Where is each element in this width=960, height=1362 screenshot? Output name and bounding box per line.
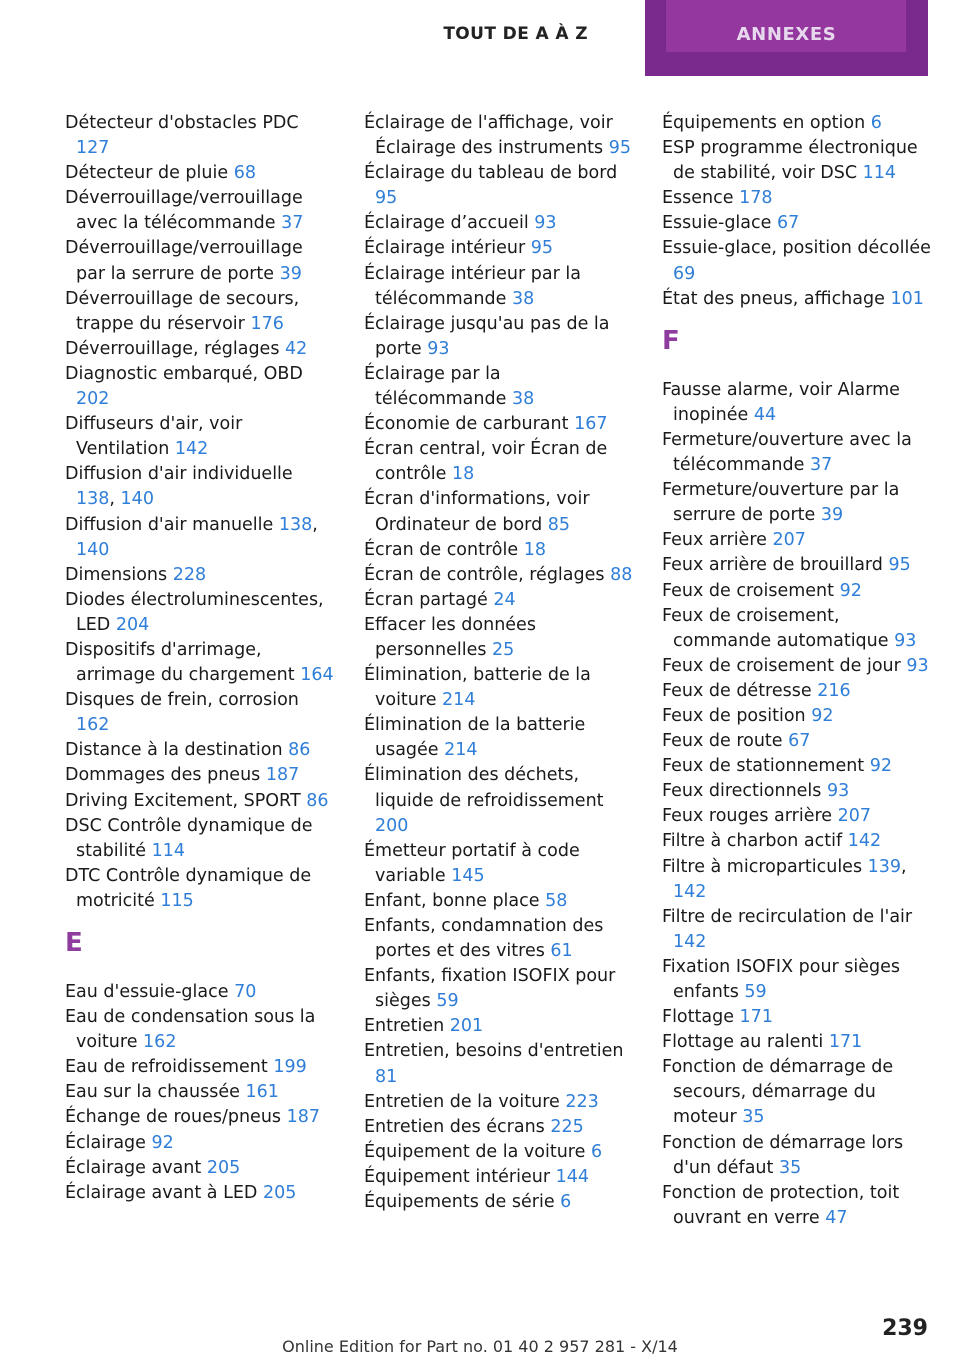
index-term: Déverrouillage de secours, trappe du réservoir bbox=[65, 288, 300, 334]
page-reference-link[interactable]: 167 bbox=[574, 414, 608, 435]
index-entry bbox=[364, 312, 634, 362]
page-reference-link[interactable]: 44 bbox=[753, 404, 777, 425]
index-entry bbox=[662, 378, 932, 428]
index-term: Éclairage avant bbox=[65, 1157, 202, 1178]
page-reference-link[interactable]: 92 bbox=[151, 1132, 174, 1153]
index-term: Diffuseurs d'air, voir Ventilation bbox=[65, 414, 243, 460]
index-term: Fonction de démarrage lors d'un défaut bbox=[662, 1132, 904, 1178]
index-term: Essence bbox=[662, 188, 734, 209]
index-entry bbox=[65, 864, 335, 914]
page-reference-link[interactable]: 187 bbox=[286, 1107, 321, 1128]
index-entry bbox=[662, 136, 932, 186]
index-entry bbox=[662, 729, 932, 754]
index-entry bbox=[65, 588, 335, 638]
page-reference-link[interactable]: 225 bbox=[550, 1116, 584, 1137]
page-reference-link[interactable]: 142 bbox=[673, 881, 707, 902]
index-term: Éclairage intérieur par la télécommande bbox=[364, 263, 581, 309]
index-entry bbox=[662, 779, 932, 804]
index-entry bbox=[662, 287, 932, 312]
page-reference-link[interactable]: 39 bbox=[279, 263, 302, 284]
page-reference-link[interactable]: 93 bbox=[906, 655, 929, 676]
page-reference-link[interactable]: 61 bbox=[550, 941, 573, 962]
page-reference-link[interactable]: 207 bbox=[772, 530, 806, 551]
page-reference-link[interactable]: 37 bbox=[809, 455, 833, 476]
page-reference-link[interactable]: 95 bbox=[375, 188, 398, 209]
index-entry bbox=[662, 1181, 932, 1231]
index-column-2 bbox=[364, 111, 634, 1215]
index-entry bbox=[662, 1055, 932, 1130]
index-entry bbox=[65, 1055, 335, 1080]
index-entry bbox=[662, 829, 932, 854]
page-reference-link[interactable]: 69 bbox=[673, 263, 696, 284]
page-reference-link[interactable]: 39 bbox=[820, 505, 844, 526]
index-term: Feux rouges arrière bbox=[662, 806, 833, 827]
index-term: Eau d'essuie-glace bbox=[65, 982, 229, 1002]
index-entry: Filtre à microparticules 139, 142 bbox=[662, 856, 907, 902]
index-term: Feux de détresse bbox=[662, 680, 812, 701]
index-entry bbox=[662, 905, 932, 955]
index-term: Feux de route bbox=[662, 731, 783, 752]
index-term: Écran partagé bbox=[364, 589, 488, 610]
index-entry bbox=[662, 553, 932, 578]
index-entry bbox=[662, 236, 932, 286]
index-term: Écran de contrôle, réglages bbox=[364, 564, 605, 585]
index-entry bbox=[662, 1005, 932, 1030]
index-entry bbox=[662, 804, 932, 829]
page-reference-link[interactable]: 93 bbox=[827, 781, 850, 802]
index-entry bbox=[364, 1190, 634, 1215]
index-term: Enfants, condamnation des portes et des vitres bbox=[364, 916, 604, 962]
page-reference-link[interactable]: 6 bbox=[870, 113, 882, 133]
page-reference-link[interactable]: 142 bbox=[174, 439, 209, 460]
index-term: Diffusion d'air individuelle bbox=[65, 464, 293, 485]
page-reference-link[interactable]: 171 bbox=[828, 1032, 863, 1053]
index-term: Enfant, bonne place bbox=[364, 890, 540, 911]
index-entry bbox=[65, 287, 335, 337]
index-term: Distance à la destination bbox=[65, 740, 283, 761]
page-reference-link[interactable]: 228 bbox=[172, 564, 207, 585]
index-term: Éclairage intérieur bbox=[364, 238, 526, 259]
page-reference-link[interactable]: 92 bbox=[839, 580, 862, 601]
page-reference-link[interactable]: 214 bbox=[444, 740, 478, 761]
index-entry bbox=[364, 964, 634, 1014]
page-reference-link[interactable]: 214 bbox=[442, 690, 476, 711]
page-reference-link[interactable]: 145 bbox=[451, 865, 485, 886]
index-entry bbox=[364, 914, 634, 964]
index-entry bbox=[65, 763, 335, 788]
index-entry bbox=[65, 1181, 335, 1206]
index-entry bbox=[364, 563, 634, 588]
index-entry bbox=[662, 604, 932, 654]
page-reference-link[interactable]: 204 bbox=[115, 614, 150, 635]
page-reference-link[interactable]: 85 bbox=[547, 514, 571, 535]
index-term: Enfants, fixation ISOFIX pour sièges bbox=[364, 966, 616, 1012]
page-header bbox=[0, 0, 960, 78]
index-term: Essuie-glace bbox=[662, 213, 772, 234]
page-reference-link[interactable]: 38 bbox=[511, 389, 535, 410]
page-reference-link[interactable]: 140 bbox=[120, 489, 154, 510]
index-entry bbox=[662, 704, 932, 729]
page-reference-link[interactable]: 200 bbox=[375, 815, 409, 836]
page-reference-link[interactable]: 24 bbox=[493, 589, 516, 610]
page-reference-link[interactable]: 114 bbox=[862, 163, 897, 184]
index-entry bbox=[364, 588, 634, 613]
page-reference-link[interactable]: 140 bbox=[76, 539, 110, 560]
index-term: Diagnostic embarqué, OBD bbox=[65, 363, 303, 384]
page-reference-link[interactable]: 67 bbox=[777, 213, 800, 234]
index-entry bbox=[662, 186, 932, 211]
index-entry: Diffusion d'air individuelle 138, 140 bbox=[65, 464, 293, 510]
index-term: Détecteur de pluie bbox=[65, 163, 229, 184]
page-reference-link[interactable]: 162 bbox=[143, 1032, 177, 1053]
index-term: Équipements en option bbox=[662, 113, 866, 133]
page-reference-link[interactable]: 187 bbox=[265, 765, 300, 786]
index-term: Déverrouillage/verrouillage par la serrure de porte bbox=[65, 238, 303, 284]
index-term: Eau de refroidissement bbox=[65, 1057, 268, 1078]
page-reference-link[interactable]: 59 bbox=[436, 991, 459, 1012]
page-reference-link[interactable]: 88 bbox=[610, 564, 633, 585]
index-term: Essuie-glace, position décollée bbox=[662, 238, 931, 259]
index-term: Diffusion d'air manuelle bbox=[65, 514, 274, 535]
page-reference-link[interactable]: 95 bbox=[608, 138, 632, 159]
index-entry bbox=[364, 487, 634, 537]
index-entry bbox=[364, 889, 634, 914]
page-reference-link[interactable]: 93 bbox=[534, 213, 557, 234]
index-term: Feux de position bbox=[662, 705, 806, 726]
index-term: Éclairage d’accueil bbox=[364, 213, 529, 234]
page-reference-link[interactable]: 171 bbox=[739, 1007, 773, 1028]
page-reference-link[interactable]: 142 bbox=[847, 831, 882, 852]
page-reference-link[interactable]: 35 bbox=[742, 1107, 765, 1128]
page-reference-link[interactable]: 138 bbox=[278, 514, 313, 535]
index-term: Éclairage jusqu'au pas de la porte bbox=[364, 313, 610, 359]
index-entry bbox=[364, 1090, 634, 1115]
index-term: Détecteur d'obstacles PDC bbox=[65, 113, 299, 133]
page-reference-link[interactable]: 81 bbox=[375, 1066, 398, 1087]
index-entry bbox=[364, 111, 634, 161]
index-term: Fermeture/ouverture avec la télécommande bbox=[662, 429, 912, 476]
index-entry bbox=[364, 1165, 634, 1190]
index-entry: Diffusion d'air manuelle 138, 140 bbox=[65, 514, 318, 560]
index-term: Déverrouillage, réglages bbox=[65, 338, 280, 359]
page-reference-link[interactable]: 101 bbox=[890, 288, 924, 309]
index-entry bbox=[65, 1105, 335, 1130]
index-term: Écran d'informations, voir Ordinateur de bord bbox=[364, 489, 590, 535]
index-entry bbox=[65, 563, 335, 588]
page-reference-link[interactable]: 37 bbox=[281, 213, 304, 234]
index-term: Filtre à microparticules bbox=[662, 856, 863, 877]
index-term: Dimensions bbox=[65, 564, 168, 585]
page-reference-link[interactable]: 92 bbox=[869, 756, 893, 777]
index-column-3 bbox=[662, 111, 932, 1231]
index-term: DSC Contrôle dynamique de stabilité bbox=[65, 815, 313, 861]
index-term: Économie de carburant bbox=[364, 414, 569, 435]
index-term: Échange de roues/pneus bbox=[65, 1107, 282, 1128]
index-letter-heading: E bbox=[65, 928, 83, 958]
index-entry bbox=[364, 236, 634, 261]
index-term: Diodes électroluminescentes, LED bbox=[65, 589, 324, 635]
index-entry bbox=[662, 528, 932, 553]
index-entry bbox=[65, 337, 335, 362]
page-reference-link[interactable]: 127 bbox=[76, 138, 110, 159]
page-reference-link[interactable]: 93 bbox=[427, 338, 450, 359]
page-reference-link[interactable]: 205 bbox=[206, 1157, 241, 1178]
index-entry bbox=[364, 713, 634, 763]
index-entry bbox=[65, 1156, 335, 1181]
index-term: Écran de contrôle bbox=[364, 539, 519, 560]
page-reference-link[interactable]: 207 bbox=[837, 806, 872, 827]
index-column-1 bbox=[65, 111, 335, 1206]
index-entry bbox=[65, 161, 335, 186]
index-term: Feux arrière de brouillard bbox=[662, 555, 883, 576]
index-entry bbox=[364, 1014, 634, 1039]
index-term: Flottage bbox=[662, 1007, 734, 1028]
edition-footer: Online Edition for Part no. 01 40 2 957 281 - X/14 bbox=[282, 1337, 678, 1356]
index-entry bbox=[65, 789, 335, 814]
page-reference-link[interactable]: 92 bbox=[811, 705, 834, 726]
page-number: 239 bbox=[882, 1316, 928, 1341]
index-entry bbox=[65, 638, 335, 688]
page-reference-link[interactable]: 86 bbox=[288, 740, 311, 761]
index-entry bbox=[662, 654, 932, 679]
page-reference-link[interactable]: 142 bbox=[673, 931, 707, 952]
index-term: Éclairage avant à LED bbox=[65, 1182, 258, 1203]
index-term: Eau sur la chaussée bbox=[65, 1082, 240, 1103]
page-reference-link[interactable]: 202 bbox=[76, 389, 110, 410]
page-reference-link[interactable]: 95 bbox=[888, 555, 911, 576]
index-term: Feux de croisement, commande automatique bbox=[662, 605, 889, 651]
index-term: Feux de stationnement bbox=[662, 756, 865, 777]
page-reference-link[interactable]: 164 bbox=[300, 665, 334, 686]
index-term: Dispositifs d'arrimage, arrimage du chargement bbox=[65, 639, 295, 686]
index-entry bbox=[65, 236, 335, 286]
index-entry bbox=[364, 1039, 634, 1089]
page-reference-link[interactable]: 223 bbox=[565, 1091, 599, 1112]
index-entry bbox=[364, 613, 634, 663]
index-entry bbox=[364, 1115, 634, 1140]
index-term: Équipement intérieur bbox=[364, 1166, 551, 1187]
index-entry bbox=[65, 111, 335, 161]
chapter-tab-label: ANNEXES bbox=[736, 24, 837, 45]
index-term: Eau de condensation sous la voiture bbox=[65, 1007, 316, 1053]
page-reference-link[interactable]: 70 bbox=[234, 982, 257, 1002]
index-entry bbox=[364, 362, 634, 412]
index-entry bbox=[65, 412, 335, 462]
page-reference-link[interactable]: 18 bbox=[452, 464, 475, 485]
index-entry bbox=[364, 161, 634, 211]
index-entry bbox=[662, 1030, 932, 1055]
index-entry bbox=[364, 763, 634, 838]
page-reference-link[interactable]: 176 bbox=[250, 313, 284, 334]
index-term: Éclairage de l'affichage, voir Éclairage des instruments bbox=[364, 113, 613, 159]
page-reference-link[interactable]: 162 bbox=[76, 715, 110, 736]
page-reference-link[interactable]: 67 bbox=[788, 731, 811, 752]
chapter-tab[interactable] bbox=[645, 0, 928, 76]
index-entry bbox=[364, 412, 634, 437]
page-reference-link[interactable]: 115 bbox=[160, 890, 194, 911]
index-entry bbox=[65, 688, 335, 738]
index-term: Feux de croisement bbox=[662, 580, 834, 601]
index-term: DTC Contrôle dynamique de motricité bbox=[65, 865, 312, 911]
index-term: Fixation ISOFIX pour sièges enfants bbox=[662, 956, 901, 1002]
index-term: Équipement de la voiture bbox=[364, 1141, 586, 1162]
page-reference-link[interactable]: 95 bbox=[530, 238, 554, 259]
index-term: Feux directionnels bbox=[662, 781, 822, 802]
index-term: Effacer les données personnelles bbox=[364, 614, 536, 660]
page-reference-link[interactable]: 93 bbox=[894, 630, 917, 651]
index-entry bbox=[364, 1140, 634, 1165]
page-reference-link[interactable]: 42 bbox=[285, 338, 308, 359]
page-reference-link[interactable]: 216 bbox=[817, 680, 851, 701]
index-entry bbox=[364, 211, 634, 236]
index-letter-heading: F bbox=[662, 325, 680, 356]
index-term: Élimination des déchets, liquide de refroidissement bbox=[364, 765, 604, 811]
index-entry bbox=[662, 211, 932, 236]
page-reference-link[interactable]: 178 bbox=[739, 188, 773, 209]
index-term: Entretien, besoins d'entretien bbox=[364, 1041, 624, 1062]
index-entry bbox=[364, 538, 634, 563]
index-term: Éclairage par la télécommande bbox=[364, 363, 507, 410]
index-entry bbox=[65, 814, 335, 864]
page-reference-link[interactable]: 18 bbox=[523, 539, 546, 560]
index-term: Fermeture/ouverture par la serrure de porte bbox=[662, 480, 900, 526]
index-entry bbox=[662, 579, 932, 604]
index-term: ESP programme électronique de stabilité, voir DSC bbox=[662, 138, 918, 184]
index-entry bbox=[364, 437, 634, 487]
index-term: Driving Excitement, SPORT bbox=[65, 790, 301, 811]
page-reference-link[interactable]: 205 bbox=[262, 1182, 297, 1203]
page-reference-link[interactable]: 68 bbox=[233, 163, 256, 184]
index-entry bbox=[662, 478, 932, 528]
index-entry bbox=[65, 362, 335, 412]
page-reference-link[interactable]: 35 bbox=[778, 1157, 802, 1178]
index-term: Fausse alarme, voir Alarme inopinée bbox=[662, 379, 900, 425]
index-entry bbox=[662, 428, 932, 478]
index-term: Filtre à charbon actif bbox=[662, 831, 843, 852]
index-entry bbox=[65, 980, 335, 1005]
index-term: Dommages des pneus bbox=[65, 765, 261, 786]
section-title: TOUT DE A À Z bbox=[443, 24, 588, 44]
index-entry bbox=[364, 262, 634, 312]
index-term: Fonction de protection, toit ouvrant en verre bbox=[662, 1182, 900, 1228]
index-term: Déverrouillage/verrouillage avec la télécommande bbox=[65, 188, 303, 234]
page-reference-link[interactable]: 161 bbox=[245, 1082, 279, 1103]
index-term: Feux de croisement de jour bbox=[662, 655, 901, 676]
page-reference-link[interactable]: 139 bbox=[867, 856, 902, 877]
page-reference-link[interactable]: 25 bbox=[492, 639, 515, 660]
index-entry bbox=[662, 1131, 932, 1181]
index-term: Entretien de la voiture bbox=[364, 1091, 560, 1112]
page-reference-link[interactable]: 114 bbox=[151, 840, 186, 861]
index-entry bbox=[65, 1005, 335, 1055]
page-reference-link[interactable]: 47 bbox=[825, 1207, 848, 1228]
page-reference-link[interactable]: 38 bbox=[511, 288, 535, 309]
page-reference-link[interactable]: 144 bbox=[555, 1166, 589, 1187]
index-entry bbox=[65, 1131, 335, 1156]
index-term: Éclairage du tableau de bord bbox=[364, 163, 618, 184]
index-term: Éclairage bbox=[65, 1132, 146, 1153]
index-entry bbox=[662, 955, 932, 1005]
index-entry bbox=[65, 1080, 335, 1105]
page-reference-link[interactable]: 199 bbox=[273, 1057, 307, 1078]
index-entry bbox=[65, 186, 335, 236]
index-term: Élimination de la batterie usagée bbox=[364, 715, 586, 761]
index-term: Flottage au ralenti bbox=[662, 1032, 824, 1053]
index-entry bbox=[662, 679, 932, 704]
index-term: Fonction de démarrage de secours, démarrage du moteur bbox=[662, 1057, 894, 1128]
page-reference-link[interactable]: 6 bbox=[560, 1192, 572, 1213]
index-term: Feux arrière bbox=[662, 530, 767, 551]
index-entry bbox=[662, 111, 932, 136]
index-term: Entretien bbox=[364, 1016, 445, 1037]
page-reference-link[interactable]: 6 bbox=[590, 1141, 603, 1162]
index-entry bbox=[364, 839, 634, 889]
page-reference-link[interactable]: 58 bbox=[545, 890, 568, 911]
page-reference-link[interactable]: 59 bbox=[744, 982, 767, 1002]
index-term: Élimination, batterie de la voiture bbox=[364, 665, 591, 711]
page-reference-link[interactable]: 138 bbox=[76, 489, 110, 510]
page-reference-link[interactable]: 86 bbox=[306, 790, 329, 811]
index-entry bbox=[65, 738, 335, 763]
index-entry bbox=[364, 663, 634, 713]
index-term: Disques de frein, corrosion bbox=[65, 690, 299, 711]
index-term: Émetteur portatif à code variable bbox=[364, 840, 580, 886]
index-term: Équipements de série bbox=[364, 1192, 555, 1213]
index-term: Entretien des écrans bbox=[364, 1116, 545, 1137]
index-entry bbox=[662, 754, 932, 779]
index-term: Filtre de recirculation de l'air bbox=[662, 906, 913, 927]
page-reference-link[interactable]: 201 bbox=[449, 1016, 484, 1037]
index-term: État des pneus, affichage bbox=[662, 288, 885, 309]
index-term: Écran central, voir Écran de contrôle bbox=[364, 439, 608, 485]
